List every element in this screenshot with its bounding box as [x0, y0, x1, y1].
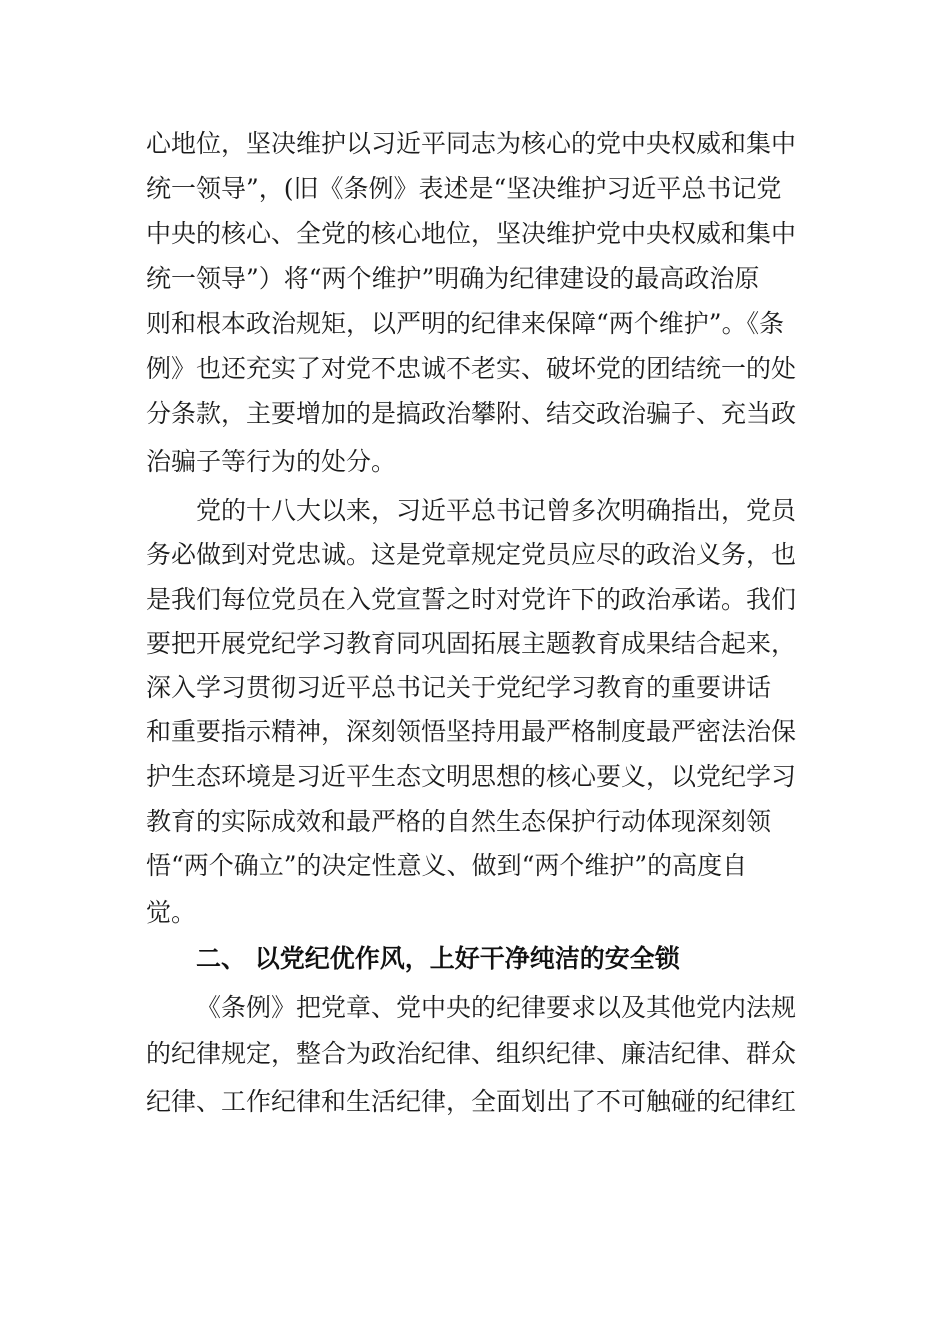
paragraph-3-line-3: 纪律、工作纪律和生活纪律，全面划出了不可触碰的纪律红 [146, 1087, 797, 1116]
paragraph-1-line-4: 统一领导”）将“两个维护”明确为纪律建设的最高政治原 [146, 264, 760, 293]
paragraph-2-line-4: 要把开展党纪学习教育同巩固拓展主题教育成果结合起来， [146, 629, 797, 658]
section-heading: 二、 以党纪优作风，上好干净纯洁的安全锁 [196, 944, 680, 973]
paragraph-1-line-5: 则和根本政治规矩，以严明的纪律来保障“两个维护”。《条 [146, 309, 785, 338]
paragraph-3-line-2: 的纪律规定，整合为政治纪律、组织纪律、廉洁纪律、群众 [146, 1039, 797, 1068]
paragraph-2-line-2: 务必做到对党忠诚。这是党章规定党员应尽的政治义务，也 [146, 540, 797, 569]
paragraph-2-line-6: 和重要指示精神，深刻领悟坚持用最严格制度最严密法治保 [146, 717, 797, 746]
paragraph-1-line-2: 统一领导”，(旧《条例》表述是“坚决维护习近平总书记党 [146, 174, 782, 203]
paragraph-1-line-7: 分条款，主要增加的是搞政治攀附、结交政治骗子、充当政 [146, 399, 797, 428]
paragraph-1-line-6: 例》也还充实了对党不忠诚不老实、破坏党的团结统一的处 [146, 354, 797, 383]
paragraph-2-line-8: 教育的实际成效和最严格的自然生态保护行动体现深刻领 [146, 807, 772, 836]
paragraph-2-line-10: 觉。 [146, 898, 197, 927]
paragraph-2-line-1: 党的十八大以来，习近平总书记曾多次明确指出，党员 [196, 496, 797, 525]
paragraph-2-line-7: 护生态环境是习近平生态文明思想的核心要义，以党纪学习 [146, 762, 797, 791]
paragraph-2-line-3: 是我们每位党员在入党宣誓之时对党许下的政治承诺。我们 [146, 585, 797, 614]
paragraph-2-line-5: 深入学习贯彻习近平总书记关于党纪学习教育的重要讲话 [146, 673, 772, 702]
paragraph-2-line-9: 悟“两个确立”的决定性意义、做到“两个维护”的高度自 [146, 851, 748, 880]
paragraph-1-line-3: 中央的核心、全党的核心地位，坚决维护党中央权威和集中 [146, 219, 797, 248]
paragraph-1-line-8: 治骗子等行为的处分。 [146, 447, 397, 476]
paragraph-1-line-1: 心地位，坚决维护以习近平同志为核心的党中央权威和集中 [146, 129, 797, 158]
paragraph-3-line-1: 《条例》把党章、党中央的纪律要求以及其他党内法规 [196, 993, 797, 1022]
